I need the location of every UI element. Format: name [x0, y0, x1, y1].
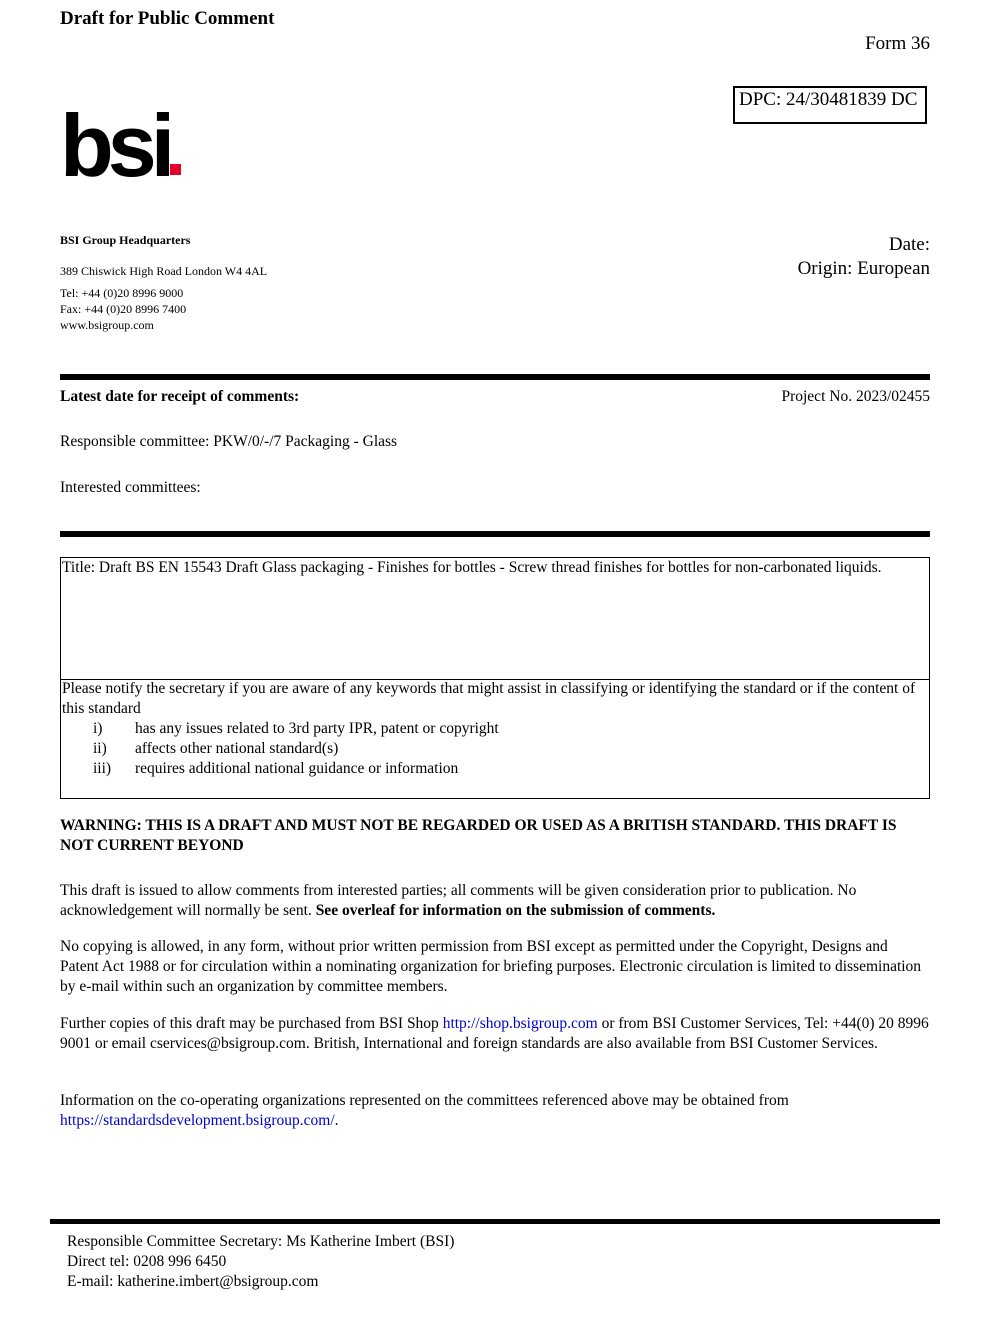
list-item-text: affects other national standard(s) [135, 740, 339, 757]
paragraph-further-copies [60, 1014, 930, 1054]
date-origin-block [798, 233, 930, 281]
paragraph-copyright: No copying is allowed, in any form, without prior written permission from BSI except as permitted under the Copyright, Designs and Patent Act 1988 or for circulation within a nominating organization for briefing purposes. Electronic circulation is limited to dissemination by e-mail within such an organization by committee members. [60, 938, 922, 995]
list-item-text: requires additional national guidance or information [135, 760, 459, 777]
latest-date-label: Latest date for receipt of comments: [60, 388, 300, 405]
paragraph-further-copies-a: Further copies of this draft may be purchased from BSI Shop [60, 1015, 443, 1032]
list-item-text: has any issues related to 3rd party IPR, patent or copyright [135, 720, 499, 737]
standards-development-link[interactable]: https://standardsdevelopment.bsigroup.com/ [60, 1112, 335, 1129]
document-heading: Draft for Public Comment [60, 8, 275, 29]
draft-warning: WARNING: THIS IS A DRAFT AND MUST NOT BE REGARDED OR USED AS A BRITISH STANDARD. THIS DRAFT IS NOT CURRENT BEYOND [60, 817, 897, 854]
footer-email: E-mail: katherine.imbert@bsigroup.com [67, 1273, 319, 1290]
paragraph-comments [60, 881, 930, 921]
paragraph-further-copies-b: or from BSI Customer Services, Tel: +44(0) 20 8996 9001 or email cservices@bsigroup.com. British, International and foreign standards are also available from BSI Customer Services. [60, 1015, 929, 1052]
hq-title: BSI Group Headquarters [60, 233, 191, 247]
footer-rule [50, 1219, 940, 1224]
footer-secretary: Responsible Committee Secretary: Ms Katherine Imbert (BSI) [67, 1233, 455, 1250]
responsible-committee: Responsible committee: PKW/0/-/7 Packaging - Glass [60, 433, 398, 450]
hq-fax: Fax: +44 (0)20 8996 7400 [60, 302, 187, 316]
paragraph-comments-bold: See overleaf for information on the submission of comments. [315, 902, 716, 919]
list-item [62, 759, 929, 779]
dpc-reference-box: DPC: 24/30481839 DC [733, 86, 927, 124]
date-label: Date: [888, 234, 930, 255]
title-box [60, 557, 930, 799]
logo-red-dot [170, 164, 181, 175]
hq-website: www.bsigroup.com [60, 318, 154, 332]
list-item-number: iii) [93, 760, 112, 777]
interested-committees: Interested committees: [60, 479, 201, 496]
list-item-number: i) [93, 720, 103, 737]
footer-tel: Direct tel: 0208 996 6450 [67, 1253, 227, 1270]
paragraph-comments-text: This draft is issued to allow comments from interested parties; all comments will be given consideration prior to publication. No acknowledgement will normally be sent. [60, 882, 857, 919]
bsi-shop-link[interactable]: http://shop.bsigroup.com [442, 1015, 598, 1032]
list-item [62, 719, 929, 739]
paragraph-organizations-b: . [334, 1112, 339, 1129]
divider-rule-top [60, 374, 930, 380]
bsi-logo-text: bsi [60, 100, 170, 186]
paragraph-organizations-a: Information on the co-operating organizations represented on the committees referenced above may be obtained from [60, 1092, 789, 1109]
paragraph-organizations [60, 1091, 930, 1131]
origin-label: Origin: European [797, 258, 930, 279]
list-item-number: ii) [93, 740, 107, 757]
divider-rule-bottom [60, 531, 930, 537]
hq-tel: Tel: +44 (0)20 8996 9000 [60, 286, 184, 300]
notify-intro: Please notify the secretary if you are aware of any keywords that might assist in classifying or identifying the standard or if the content of this standard [62, 680, 916, 717]
project-number: Project No. 2023/02455 [781, 388, 930, 405]
list-item [62, 739, 929, 759]
bsi-logo [60, 100, 190, 186]
form-number: Form 36 [865, 33, 930, 54]
document-title: Title: Draft BS EN 15543 Draft Glass packaging - Finishes for bottles - Screw thread finishes for bottles for non-carbonated liquids. [61, 558, 929, 680]
notify-section [61, 679, 929, 798]
hq-address: 389 Chiswick High Road London W4 4AL [60, 264, 268, 278]
